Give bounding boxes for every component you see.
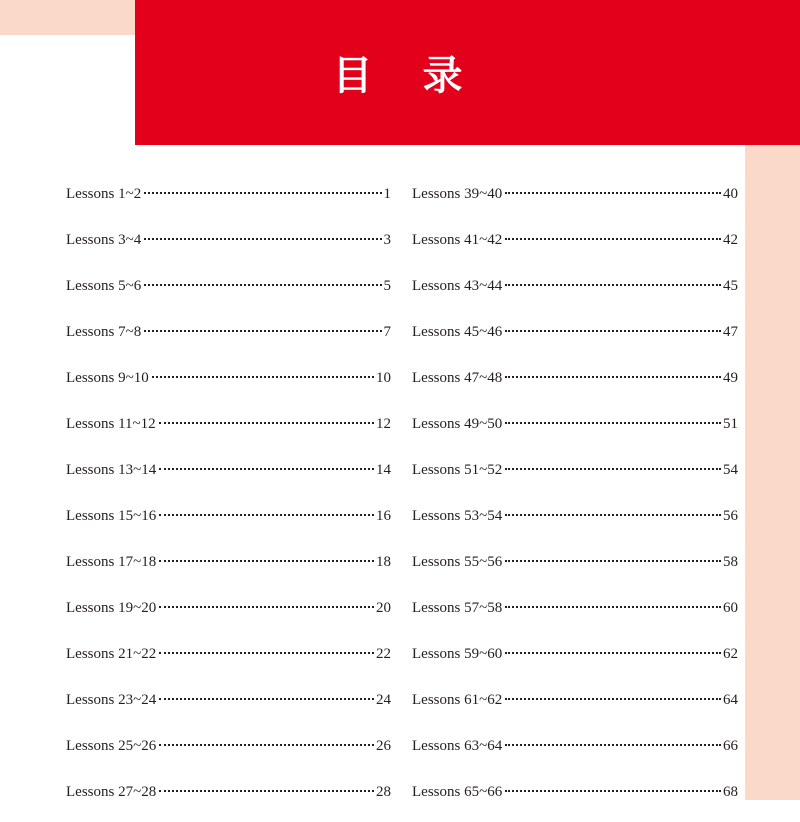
toc-entry[interactable] (412, 316, 738, 362)
toc-entry[interactable] (412, 500, 738, 546)
toc-entry-page-number: 42 (723, 232, 738, 248)
toc-entry-page-number: 18 (376, 554, 391, 570)
toc-entry-label: Lessons 53~54 (412, 508, 503, 524)
toc-entry-label: Lessons 9~10 (66, 370, 149, 386)
toc-entry[interactable] (66, 776, 391, 822)
dot-leader (505, 283, 721, 286)
decorative-side-band (745, 145, 800, 800)
toc-entry-page-number: 62 (723, 646, 738, 662)
toc-entry-label: Lessons 21~22 (66, 646, 157, 662)
toc-entry-page-number: 66 (723, 738, 738, 754)
toc-entry-label: Lessons 19~20 (66, 600, 157, 616)
toc-entry-page-number: 26 (376, 738, 391, 754)
toc-entry-page-number: 60 (723, 600, 738, 616)
toc-entry-label: Lessons 57~58 (412, 600, 503, 616)
toc-entry-page-number: 51 (723, 416, 738, 432)
dot-leader (159, 605, 374, 608)
toc-entry-page-number: 68 (723, 784, 738, 800)
dot-leader (505, 513, 721, 516)
header-banner (135, 0, 800, 145)
toc-entry[interactable] (66, 684, 391, 730)
toc-entry-page-number: 58 (723, 554, 738, 570)
toc-entry[interactable] (412, 730, 738, 776)
dot-leader (505, 559, 721, 562)
toc-entry-label: Lessons 1~2 (66, 186, 142, 202)
toc-entry-page-number: 1 (383, 186, 391, 202)
toc-entry-page-number: 5 (383, 278, 391, 294)
toc-entry[interactable] (66, 316, 391, 362)
dot-leader (505, 651, 721, 654)
toc-entry-label: Lessons 65~66 (412, 784, 503, 800)
toc-entry[interactable] (66, 730, 391, 776)
toc-entry-label: Lessons 59~60 (412, 646, 503, 662)
toc-entry-label: Lessons 39~40 (412, 186, 503, 202)
toc-entry-page-number: 40 (723, 186, 738, 202)
toc-entry[interactable] (412, 776, 738, 822)
toc-entry[interactable] (66, 270, 391, 316)
toc-entry-label: Lessons 49~50 (412, 416, 503, 432)
toc-entry-label: Lessons 11~12 (66, 416, 156, 432)
dot-leader (159, 697, 374, 700)
toc-entry-page-number: 45 (723, 278, 738, 294)
toc-entry[interactable] (412, 638, 738, 684)
toc-entry[interactable] (66, 592, 391, 638)
toc-entry[interactable] (66, 224, 391, 270)
dot-leader (159, 651, 374, 654)
toc-entry-label: Lessons 47~48 (412, 370, 503, 386)
toc-entry-page-number: 10 (376, 370, 391, 386)
toc-entry[interactable] (412, 224, 738, 270)
toc-entry-page-number: 47 (723, 324, 738, 340)
dot-leader (144, 191, 381, 194)
dot-leader (159, 467, 374, 470)
toc-entry-page-number: 14 (376, 462, 391, 478)
toc-entry-page-number: 56 (723, 508, 738, 524)
toc-entry-label: Lessons 5~6 (66, 278, 142, 294)
toc-entry-label: Lessons 3~4 (66, 232, 142, 248)
toc-column-left (66, 178, 391, 822)
dot-leader (144, 329, 381, 332)
toc-entry-label: Lessons 43~44 (412, 278, 503, 294)
page-title: 目 录 (332, 53, 481, 99)
dot-leader (159, 513, 374, 516)
toc-entry[interactable] (412, 178, 738, 224)
toc-entry[interactable] (412, 546, 738, 592)
dot-leader (159, 421, 374, 424)
dot-leader (505, 375, 721, 378)
toc-entry[interactable] (66, 408, 391, 454)
toc-entry-label: Lessons 23~24 (66, 692, 157, 708)
toc-entry-label: Lessons 61~62 (412, 692, 503, 708)
toc-entry[interactable] (66, 638, 391, 684)
toc-entry-label: Lessons 41~42 (412, 232, 503, 248)
toc-entry-label: Lessons 17~18 (66, 554, 157, 570)
toc-entry[interactable] (66, 546, 391, 592)
dot-leader (159, 743, 374, 746)
dot-leader (505, 329, 721, 332)
toc-entry-label: Lessons 51~52 (412, 462, 503, 478)
toc-entry[interactable] (412, 592, 738, 638)
toc-entry-page-number: 20 (376, 600, 391, 616)
toc-entry-label: Lessons 7~8 (66, 324, 142, 340)
dot-leader (505, 421, 721, 424)
toc-entry-page-number: 16 (376, 508, 391, 524)
dot-leader (505, 697, 721, 700)
decorative-corner-block (0, 0, 135, 35)
toc-entry[interactable] (412, 270, 738, 316)
toc-entry[interactable] (412, 408, 738, 454)
toc-entry-label: Lessons 45~46 (412, 324, 503, 340)
dot-leader (505, 191, 721, 194)
toc-entry[interactable] (66, 362, 391, 408)
toc-entry[interactable] (66, 178, 391, 224)
toc-entry-label: Lessons 55~56 (412, 554, 503, 570)
toc-entry[interactable] (66, 500, 391, 546)
toc-entry-page-number: 28 (376, 784, 391, 800)
dot-leader (152, 375, 374, 378)
toc-entry-page-number: 64 (723, 692, 738, 708)
dot-leader (505, 237, 721, 240)
toc-entry-page-number: 22 (376, 646, 391, 662)
dot-leader (144, 237, 381, 240)
toc-entry[interactable] (412, 684, 738, 730)
toc-entry-page-number: 24 (376, 692, 391, 708)
toc-column-right (412, 178, 738, 822)
toc-entry[interactable] (412, 362, 738, 408)
dot-leader (144, 283, 381, 286)
toc-entry[interactable] (66, 454, 391, 500)
toc-entry-label: Lessons 27~28 (66, 784, 157, 800)
toc-entry-page-number: 3 (383, 232, 391, 248)
dot-leader (159, 789, 374, 792)
dot-leader (505, 789, 721, 792)
dot-leader (505, 467, 721, 470)
toc-entry-label: Lessons 15~16 (66, 508, 157, 524)
toc-entry-label: Lessons 25~26 (66, 738, 157, 754)
dot-leader (159, 559, 374, 562)
dot-leader (505, 743, 721, 746)
dot-leader (505, 605, 721, 608)
toc-entry-label: Lessons 13~14 (66, 462, 157, 478)
toc-entry-page-number: 49 (723, 370, 738, 386)
toc-entry-page-number: 12 (376, 416, 391, 432)
toc-entry[interactable] (412, 454, 738, 500)
toc-entry-page-number: 54 (723, 462, 738, 478)
toc-entry-label: Lessons 63~64 (412, 738, 503, 754)
toc-entry-page-number: 7 (383, 324, 391, 340)
